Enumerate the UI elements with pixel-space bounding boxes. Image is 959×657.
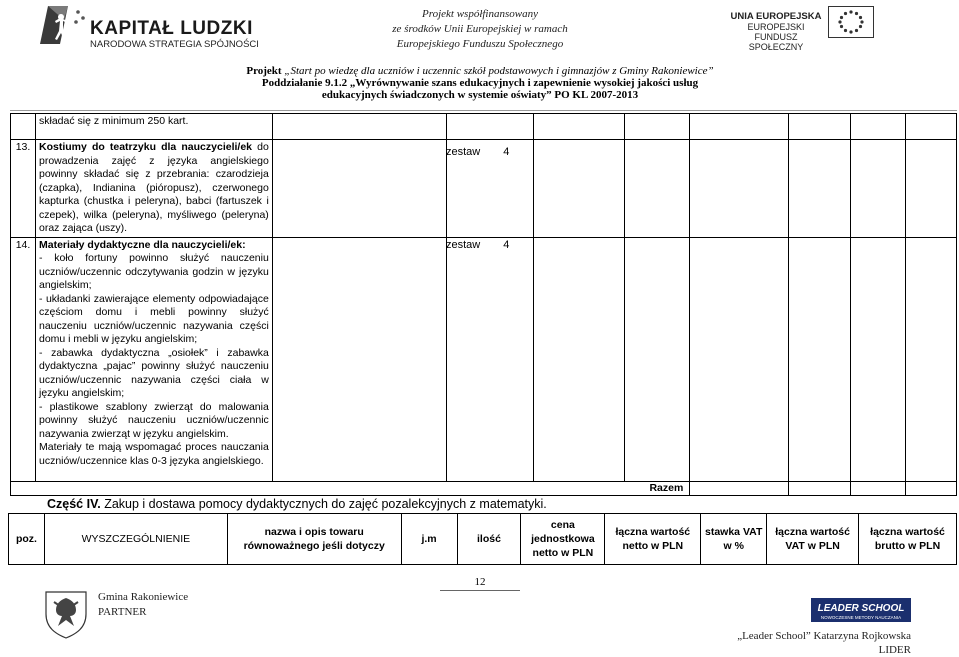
- eu-flag-icon: [828, 6, 874, 38]
- cofinancing-line-3: Europejskiego Funduszu Społecznego: [396, 38, 564, 50]
- continuation-text: składać się z minimum 250 kart.: [35, 114, 272, 140]
- col-header-equivalent: nazwa i opis towaru równoważnego jeśli dotyczy: [227, 514, 401, 565]
- row-13-unit-qty: [446, 146, 509, 158]
- gmina-emblem-icon: [40, 588, 92, 640]
- project-line-2: Poddziałanie 9.1.2 „Wyrównywanie szans edukacyjnych i zapewnienie wysokiej jakości usług: [261, 77, 699, 89]
- col-header-net-total: łączna wartość netto w PLN: [605, 514, 701, 565]
- item-text-line: - zabawka dydaktyczna „osiołek” i zabawka dydaktyczna „pajac” powinny służyć nauczeniu uczniów/uczennic nazywania części ciała w języku angielskim;: [38, 346, 269, 399]
- items-table: [10, 113, 957, 496]
- quantity-cell: 4: [503, 239, 510, 251]
- leader-logo-tagline: NOWOCZESNE METODY NAUCZANIA: [820, 615, 902, 620]
- part-title: Zakup i dostawa pomocy dydaktycznych do zajęć pozalekcyjnych z matematyki.: [100, 497, 547, 511]
- row-14-unit-qty: [446, 239, 509, 251]
- pricing-header-row: [9, 514, 957, 565]
- col-header-poz: poz.: [9, 514, 45, 565]
- total-label: Razem: [11, 481, 690, 496]
- leader-name: „Leader School” Katarzyna Rojkowska: [737, 630, 911, 642]
- col-header-unit: j.m: [401, 514, 457, 565]
- row-number: 14.: [11, 237, 36, 481]
- col-header-quantity: ilość: [457, 514, 521, 565]
- header-divider: [10, 110, 957, 111]
- item-text-line: - plastikowe szablony zwierząt do malowania powinny służyć nauczeniu uczniów/uczennic nazywania zwierząt w języku angielskim.: [38, 400, 269, 440]
- col-header-gross-total: łączna wartość brutto w PLN: [859, 514, 957, 565]
- part-heading: [47, 497, 547, 511]
- cofinancing-line-2: ze środków Unii Europejskiej w ramach: [392, 23, 568, 35]
- brand-title: KAPITAŁ LUDZKI: [90, 18, 253, 39]
- leader-logo-text: LEADER SCHOOL: [817, 603, 905, 614]
- page-number: 12: [474, 576, 486, 588]
- col-header-vat-total: łączna wartość VAT w PLN: [767, 514, 859, 565]
- gmina-name: Gmina Rakoniewice: [98, 591, 189, 603]
- part-label: Część IV.: [47, 497, 101, 511]
- row-number: 13.: [11, 140, 36, 238]
- pricing-table: [8, 513, 957, 565]
- footer-divider: [440, 590, 520, 591]
- eu-label: [727, 12, 825, 52]
- gmina-role: PARTNER: [98, 606, 147, 618]
- item-description: [35, 140, 272, 238]
- table-row-continuation: [11, 114, 957, 140]
- table-row: [11, 237, 957, 481]
- col-header-unit-price: cena jednostkowa netto w PLN: [521, 514, 605, 565]
- kapital-ludzki-logo-icon: [38, 4, 88, 46]
- col-header-vat-rate: stawka VAT w %: [701, 514, 767, 565]
- item-title: Materiały dydaktyczne dla nauczycieli/ek:: [38, 238, 246, 251]
- unit-cell: zestaw: [446, 239, 481, 251]
- quantity-cell: 4: [503, 146, 510, 158]
- eu-label-line-1: UNIA EUROPEJSKA: [730, 11, 822, 22]
- item-title: Kostiumy do teatrzyku dla nauczycieli/ek: [38, 141, 253, 153]
- item-description: [35, 237, 272, 481]
- item-text-line: Materiały te mają wspomagać proces nauczania uczniów/uczennice klas 0-3 języka angielskiego.: [38, 441, 269, 467]
- leader-role: LIDER: [878, 644, 911, 656]
- brand-subtitle: NARODOWA STRATEGIA SPÓJNOŚCI: [90, 39, 259, 50]
- project-title: „Start po wiedzę dla uczniów i uczennic szkół podstawowych i gimnazjów z Gminy Rakoniewice”: [281, 65, 714, 77]
- cofinancing-line-1: Projekt współfinansowany: [421, 8, 538, 20]
- item-text-line: - koło fortuny powinno służyć nauczeniu uczniów/uczennic odczytywania godzin w języku angielskim;: [38, 252, 269, 291]
- gmina-partner: [98, 590, 188, 620]
- col-header-specification: WYSZCZEGÓLNIENIE: [44, 514, 227, 565]
- unit-cell: zestaw: [446, 146, 481, 158]
- eu-label-line-3: FUNDUSZ SPOŁECZNY: [748, 32, 804, 52]
- eu-label-line-2: EUROPEJSKI: [747, 22, 805, 32]
- project-label: Projekt: [246, 65, 282, 77]
- project-line-3: edukacyjnych świadczonych w systemie oświaty” PO KL 2007-2013: [321, 89, 639, 101]
- item-text: do prowadzenia zajęć z języka angielskiego powinny składać się z przebrania: czarodzieja (czapka), Indianina (pióropusz), czerwonego kapturka (chustka i peleryna), babci (fartuszek i czepek), wilka (peleryna), myśliwego (peleryna) oraz zająca (uszy).: [38, 141, 269, 234]
- leader-school-logo-icon: [811, 598, 911, 622]
- item-text-line: - układanki zawierające elementy odpowiadające częściom domu i mebli powinny służyć nauczeniu uczniów/uczennic nazywania części domu i mebli w języku angielskim;: [38, 292, 269, 345]
- table-row-total: [11, 481, 957, 496]
